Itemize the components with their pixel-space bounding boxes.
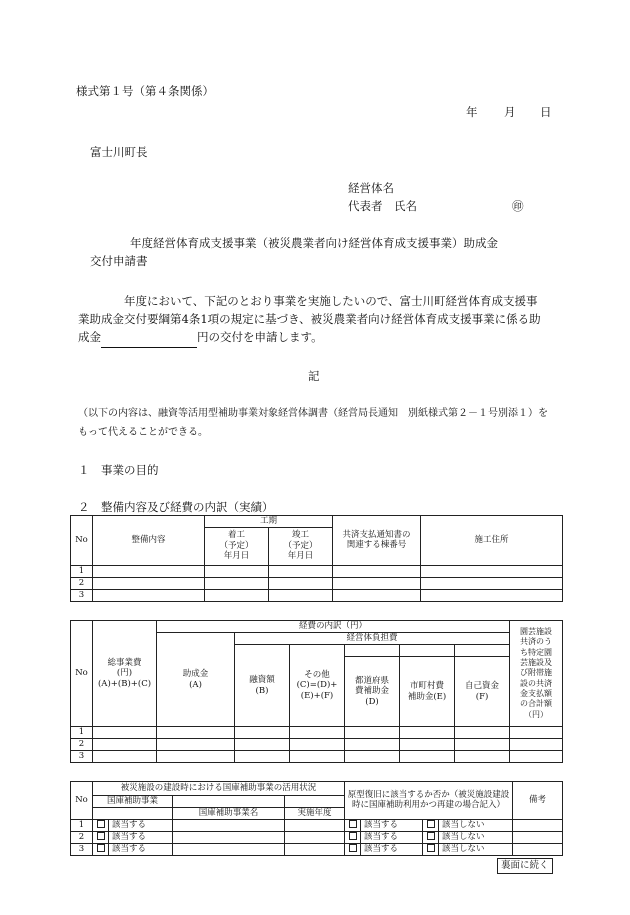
cell-input[interactable]: [285, 831, 345, 843]
total-line-1: 総事業費: [107, 657, 142, 668]
col-header-year: 実施年度: [285, 808, 345, 820]
applies-label: 該当する: [109, 831, 173, 843]
cell-input[interactable]: [269, 589, 333, 601]
document-title-line2: 交付申請書: [90, 254, 148, 268]
restore-no-label: 該当しない: [439, 843, 513, 855]
col-header-total: [93, 621, 157, 727]
date-day-label: 日: [540, 105, 552, 119]
cell-input[interactable]: [400, 751, 455, 763]
start-line-2: （予定）: [219, 540, 254, 551]
table-row: [71, 589, 563, 601]
cell-input[interactable]: [93, 751, 157, 763]
table-row: [71, 727, 563, 739]
body-line-2: 業助成金交付要綱第4条1項の規定に基づき、被災農業者向け経営体育成支援事業に係る助: [78, 312, 541, 326]
hort-line: 園芸施設: [520, 626, 553, 636]
applies-label: 該当する: [109, 819, 173, 831]
cell-input[interactable]: [510, 751, 563, 763]
cell-input[interactable]: [157, 751, 235, 763]
restore-yes-label: 該当する: [361, 831, 423, 843]
other-line-3: (E)+(F): [300, 690, 334, 701]
hort-line: 金支払額: [520, 689, 553, 699]
other-line-1: その他: [304, 669, 330, 680]
notice-line-2: 関連する棟番号: [346, 540, 407, 551]
date-month-label: 月: [504, 105, 516, 119]
section-1-heading: １ 事業の目的: [78, 463, 159, 477]
hort-line: び附帯施: [520, 668, 553, 678]
restore-yes-label: 該当する: [361, 819, 423, 831]
col-header-no: No: [71, 621, 93, 727]
cell-input[interactable]: [421, 589, 563, 601]
table-row: [71, 819, 563, 831]
muni-line-2: 補助金(E): [407, 691, 447, 702]
own-line-1: 自己資金: [465, 680, 500, 691]
col-header-subsidy: [157, 633, 235, 727]
cell-input[interactable]: [455, 727, 510, 739]
checkbox-icon[interactable]: [349, 832, 357, 840]
cell-input[interactable]: [235, 727, 290, 739]
col-header-breakdown: 経費の内訳（円）: [157, 621, 510, 633]
table-works: [70, 515, 563, 602]
row-number: 2: [71, 739, 93, 751]
checkbox-icon[interactable]: [97, 820, 105, 828]
end-line-3: 年月日: [287, 551, 314, 562]
cell-input[interactable]: [205, 577, 269, 589]
cell-input[interactable]: [269, 577, 333, 589]
ki-heading: 記: [308, 369, 320, 383]
spacer: [173, 796, 285, 808]
pref-line-2: 費補助金: [354, 686, 389, 697]
cell-input[interactable]: [290, 751, 345, 763]
restore-yes-checkbox[interactable]: [345, 819, 361, 831]
cell-input[interactable]: [513, 831, 563, 843]
spacer: [285, 796, 345, 808]
row-number: 1: [71, 727, 93, 739]
spacer: [400, 645, 455, 657]
restore-line-2: 時に国庫補助利用かつ再建の場合記入）: [352, 800, 506, 811]
cell-input[interactable]: [205, 565, 269, 577]
pref-line-3: (D): [365, 696, 379, 707]
col-header-other: [290, 645, 345, 727]
other-line-2: (C)=(D)+: [296, 680, 338, 691]
col-header-content: 整備内容: [93, 516, 205, 566]
col-header-self-burden: 経営体負担費: [235, 633, 510, 645]
continue-on-back-label: 裏面に続く: [497, 858, 553, 874]
hort-line: 芸施設及: [520, 657, 553, 667]
start-line-3: 年月日: [223, 551, 250, 562]
cell-input[interactable]: [290, 727, 345, 739]
table-costs: [70, 620, 563, 763]
spacer: [455, 645, 510, 657]
row-number: 1: [71, 565, 93, 577]
col-header-national: 国庫補助事業: [93, 796, 173, 808]
hort-line: 設の共済: [520, 678, 553, 688]
total-line-3: (A)+(B)+(C): [97, 678, 152, 689]
col-header-address: 施工住所: [421, 516, 563, 566]
cell-input[interactable]: [269, 565, 333, 577]
cell-input[interactable]: [173, 819, 285, 831]
checkbox-icon[interactable]: [97, 832, 105, 840]
col-header-start: [205, 527, 269, 565]
end-line-2: （予定）: [283, 540, 318, 551]
col-header-period: 工期: [205, 516, 333, 528]
restore-yes-label: 該当する: [361, 843, 423, 855]
cell-input[interactable]: [421, 565, 563, 577]
checkbox-icon[interactable]: [349, 844, 357, 852]
start-line-1: 着工: [227, 530, 245, 541]
restore-no-label: 該当しない: [439, 831, 513, 843]
cell-input[interactable]: [93, 577, 205, 589]
cell-input[interactable]: [173, 831, 285, 843]
cell-input[interactable]: [345, 739, 400, 751]
body-line-3: [78, 328, 323, 348]
section-2-heading: ２ 整備内容及び経費の内訳（実績）: [78, 500, 274, 514]
cell-input[interactable]: [345, 727, 400, 739]
table-row: [71, 739, 563, 751]
addressee: 富士川町長: [90, 145, 148, 159]
col-header-loan: [235, 645, 290, 727]
table-national-subsidy: [70, 781, 563, 856]
hort-line: 共済のう: [520, 637, 553, 647]
applies-checkbox[interactable]: [93, 819, 109, 831]
col-header-no: No: [71, 782, 93, 820]
loan-line-1: 融資額: [249, 674, 275, 685]
cell-input[interactable]: [93, 727, 157, 739]
cell-input[interactable]: [333, 577, 421, 589]
cell-input[interactable]: [235, 751, 290, 763]
col-header-horticulture: [510, 621, 563, 727]
col-header-end: [269, 527, 333, 565]
body-line-3-prefix: 成金: [78, 330, 101, 344]
seal-mark: ㊞: [512, 199, 524, 213]
loan-line-2: (B): [255, 685, 269, 696]
subsidy-line-2: (A): [189, 679, 202, 690]
checkbox-icon[interactable]: [427, 832, 435, 840]
cell-input[interactable]: [157, 727, 235, 739]
table-row: [71, 577, 563, 589]
cell-input[interactable]: [290, 739, 345, 751]
checkbox-icon[interactable]: [427, 820, 435, 828]
restore-no-checkbox[interactable]: [423, 831, 439, 843]
cell-input[interactable]: [93, 565, 205, 577]
hort-line: （円）: [524, 709, 549, 719]
col-header-pref: [345, 657, 400, 727]
restore-no-label: 該当しない: [439, 819, 513, 831]
representative-label: 代表者 氏名: [348, 199, 417, 213]
date-year-label: 年: [466, 105, 478, 119]
table-row: [71, 565, 563, 577]
cell-input[interactable]: [510, 727, 563, 739]
cell-input[interactable]: [400, 727, 455, 739]
total-line-2: (円): [116, 668, 133, 679]
table-row: [71, 843, 563, 855]
restore-yes-checkbox[interactable]: [345, 831, 361, 843]
hort-line: ち特定園: [520, 647, 553, 657]
row-number: 3: [71, 751, 93, 763]
muni-line-1: 市町村費: [409, 680, 444, 691]
checkbox-icon[interactable]: [349, 820, 357, 828]
checkbox-icon[interactable]: [97, 844, 105, 852]
cell-input[interactable]: [205, 589, 269, 601]
applies-label: 該当する: [109, 843, 173, 855]
cell-input[interactable]: [235, 739, 290, 751]
cell-input[interactable]: [285, 843, 345, 855]
entity-name-label: 経営体名: [348, 181, 394, 195]
col-header-own: [455, 657, 510, 727]
col-header-usage: 被災施設の建設時における国庫補助事業の活用状況: [93, 782, 345, 796]
restore-no-checkbox[interactable]: [423, 819, 439, 831]
row-number: 1: [71, 819, 93, 831]
restore-no-checkbox[interactable]: [423, 843, 439, 855]
col-header-restore: [345, 782, 513, 820]
cell-input[interactable]: [345, 751, 400, 763]
body-line-3-suffix: 円の交付を申請します。: [197, 330, 323, 344]
row-number: 3: [71, 589, 93, 601]
spacer: [345, 645, 400, 657]
cell-input[interactable]: [455, 751, 510, 763]
cell-input[interactable]: [513, 843, 563, 855]
restore-yes-checkbox[interactable]: [345, 843, 361, 855]
end-line-1: 竣工: [292, 530, 310, 541]
cell-input[interactable]: [421, 577, 563, 589]
row-number: 2: [71, 831, 93, 843]
col-header-remarks: 備考: [513, 782, 563, 820]
document-title: 年度経営体育成支援事業（被災農業者向け経営体育成支援事業）助成金: [130, 236, 498, 250]
cell-input[interactable]: [510, 739, 563, 751]
col-header-notice: [333, 516, 421, 566]
note-line-2: もって代えることができる。: [78, 427, 208, 438]
pref-line-1: 都道府県: [354, 675, 389, 686]
cell-input[interactable]: [455, 739, 510, 751]
cell-input[interactable]: [333, 589, 421, 601]
cell-input[interactable]: [513, 819, 563, 831]
form-number: 様式第１号（第４条関係）: [76, 84, 214, 98]
checkbox-icon[interactable]: [427, 844, 435, 852]
cell-input[interactable]: [173, 843, 285, 855]
row-number: 2: [71, 577, 93, 589]
cell-input[interactable]: [157, 739, 235, 751]
hort-line: の合計額: [520, 699, 553, 709]
cell-input[interactable]: [333, 565, 421, 577]
body-line-1: 年度において、下記のとおり事業を実施したいので、富士川町経営体育成支援事: [124, 294, 538, 308]
col-header-national-name: 国庫補助事業名: [173, 808, 285, 820]
col-header-muni: [400, 657, 455, 727]
cell-input[interactable]: [93, 589, 205, 601]
table-row: [71, 751, 563, 763]
restore-line-1: 原型復旧に該当するか否か（被災施設建設: [347, 789, 510, 800]
spacer: [93, 808, 173, 820]
subsidy-line-1: 助成金: [182, 668, 209, 679]
table-row: [71, 831, 563, 843]
col-header-no: No: [71, 516, 93, 566]
notice-line-1: 共済支払通知書の: [342, 529, 411, 540]
cell-input[interactable]: [400, 739, 455, 751]
row-number: 3: [71, 843, 93, 855]
cell-input[interactable]: [285, 819, 345, 831]
applies-checkbox[interactable]: [93, 831, 109, 843]
own-line-2: (F): [475, 691, 489, 702]
applies-checkbox[interactable]: [93, 843, 109, 855]
amount-blank-field[interactable]: [101, 335, 197, 348]
cell-input[interactable]: [93, 739, 157, 751]
note-line-1: （以下の内容は、融資等活用型補助事業対象経営体調書（経営局長通知 別紙様式第２－１号別添１）を: [78, 408, 548, 419]
